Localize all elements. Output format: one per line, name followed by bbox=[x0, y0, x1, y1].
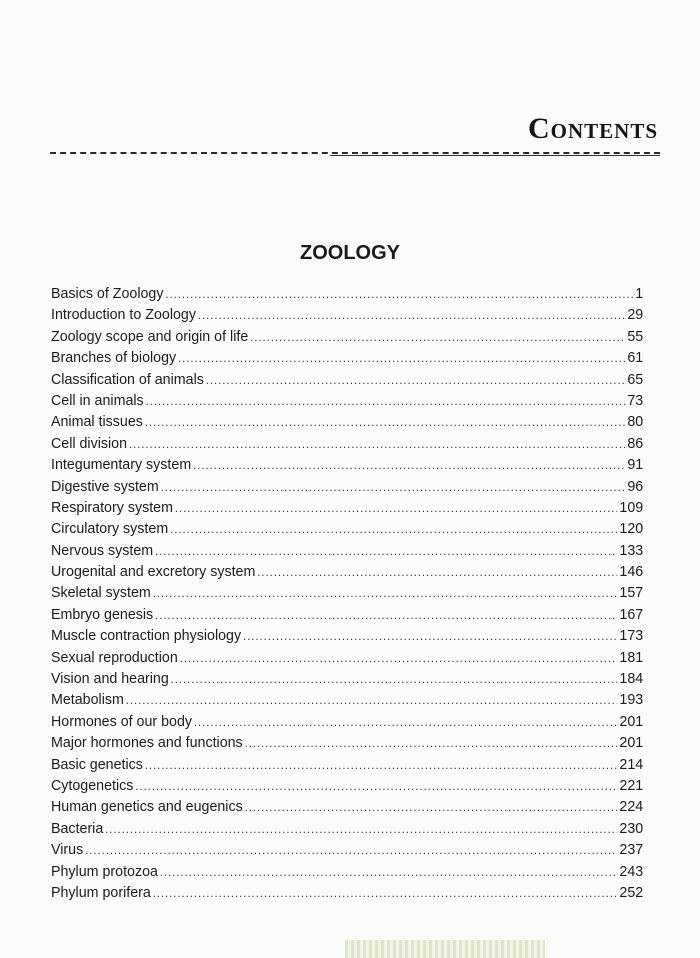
toc-entry-title: Respiratory system bbox=[51, 498, 173, 516]
toc-entry-title: Basic genetics bbox=[51, 755, 143, 773]
toc-entry-title: Vision and hearing bbox=[51, 670, 169, 688]
title-divider bbox=[50, 152, 660, 154]
page-title: Contents bbox=[527, 112, 658, 145]
toc-page-number: 120 bbox=[619, 520, 644, 538]
dot-leader bbox=[146, 391, 626, 412]
toc-page-number: 65 bbox=[627, 370, 644, 388]
scan-artifact bbox=[345, 940, 545, 958]
toc-page-number: 224 bbox=[619, 798, 644, 816]
toc-entry-title: Hormones of our body bbox=[51, 712, 193, 730]
dot-leader bbox=[180, 648, 618, 669]
dot-leader bbox=[193, 455, 625, 476]
dot-leader bbox=[206, 370, 626, 391]
toc-entry bbox=[51, 839, 643, 860]
toc-entry-title: Nervous system bbox=[51, 541, 154, 559]
toc-page-number: 80 bbox=[627, 413, 644, 431]
toc-page-number: 109 bbox=[619, 498, 644, 516]
toc-entry-title: Muscle contraction physiology bbox=[51, 627, 242, 645]
toc-page-number: 173 bbox=[619, 627, 644, 645]
toc-entry bbox=[51, 711, 643, 732]
dot-leader bbox=[257, 562, 617, 583]
toc-entry bbox=[51, 625, 643, 646]
dot-leader bbox=[175, 498, 618, 519]
toc-page-number: 73 bbox=[627, 391, 644, 409]
dot-leader bbox=[245, 797, 618, 818]
dot-leader bbox=[155, 541, 617, 562]
toc-entry bbox=[51, 411, 643, 432]
toc-page-number: 55 bbox=[627, 327, 644, 345]
toc-page-number: 1 bbox=[635, 285, 644, 302]
toc-page-number: 243 bbox=[619, 862, 644, 880]
toc-entry-title: Bacteria bbox=[51, 819, 104, 837]
toc-page-number: 133 bbox=[619, 541, 644, 559]
dot-leader bbox=[161, 477, 626, 498]
toc-entry bbox=[51, 304, 643, 325]
toc-entry-title: Integumentary system bbox=[51, 456, 192, 474]
dot-leader bbox=[145, 412, 626, 433]
toc-entry bbox=[51, 796, 643, 817]
toc-entry-title: Digestive system bbox=[51, 477, 159, 495]
toc-page-number: 252 bbox=[619, 883, 644, 901]
toc-page-number: 230 bbox=[619, 819, 644, 837]
dot-leader bbox=[178, 348, 625, 369]
toc-page-number: 146 bbox=[619, 563, 644, 581]
toc-page-number: 157 bbox=[619, 584, 644, 602]
toc-page-number: 201 bbox=[619, 734, 644, 752]
toc-entry bbox=[51, 326, 643, 347]
toc-entry bbox=[51, 882, 643, 903]
dot-leader bbox=[129, 434, 626, 455]
toc-entry-title: Virus bbox=[51, 841, 84, 859]
toc-entry-title: Classification of animals bbox=[51, 370, 204, 388]
toc-entry bbox=[51, 732, 643, 753]
toc-page-number: 184 bbox=[619, 670, 644, 688]
toc-page-number: 29 bbox=[627, 306, 644, 324]
toc-entry-title: Human genetics and eugenics bbox=[51, 798, 243, 816]
toc-entry bbox=[51, 454, 643, 475]
toc-page-number: 167 bbox=[619, 605, 644, 623]
toc-entry bbox=[51, 775, 643, 796]
toc-entry bbox=[51, 476, 643, 497]
dot-leader bbox=[160, 862, 618, 883]
toc-entry bbox=[51, 347, 643, 368]
dot-leader bbox=[198, 305, 626, 326]
toc-entry-title: Major hormones and functions bbox=[51, 734, 243, 752]
toc-page-number: 61 bbox=[627, 349, 644, 367]
toc-entry bbox=[51, 369, 643, 390]
toc-entry bbox=[51, 689, 643, 710]
dot-leader bbox=[243, 626, 618, 647]
dot-leader bbox=[165, 284, 633, 305]
toc-entry-title: Phylum porifera bbox=[51, 883, 151, 901]
dot-leader bbox=[250, 327, 625, 348]
toc-entry bbox=[51, 582, 643, 603]
toc-entry bbox=[51, 433, 643, 454]
dot-leader bbox=[135, 776, 617, 797]
toc-entry bbox=[51, 647, 643, 668]
toc-entry-title: Skeletal system bbox=[51, 584, 151, 602]
toc-entry-title: Branches of biology bbox=[51, 349, 177, 367]
table-of-contents bbox=[51, 283, 643, 903]
toc-page-number: 96 bbox=[627, 477, 644, 495]
toc-entry bbox=[51, 561, 643, 582]
toc-entry bbox=[51, 497, 643, 518]
dot-leader bbox=[153, 583, 618, 604]
toc-entry bbox=[51, 754, 643, 775]
toc-page-number: 221 bbox=[619, 776, 644, 794]
toc-page-number: 237 bbox=[619, 841, 644, 859]
dot-leader bbox=[85, 840, 617, 861]
toc-entry-title: Circulatory system bbox=[51, 520, 169, 538]
toc-entry bbox=[51, 668, 643, 689]
toc-entry-title: Cell division bbox=[51, 434, 128, 452]
toc-entry bbox=[51, 283, 643, 304]
dot-leader bbox=[194, 712, 618, 733]
toc-entry bbox=[51, 604, 643, 625]
toc-entry-title: Introduction to Zoology bbox=[51, 306, 196, 324]
toc-entry-title: Cell in animals bbox=[51, 391, 144, 409]
toc-entry-title: Metabolism bbox=[51, 691, 124, 709]
toc-page-number: 86 bbox=[627, 434, 644, 452]
toc-entry bbox=[51, 390, 643, 411]
toc-entry-title: Cytogenetics bbox=[51, 776, 134, 794]
dot-leader bbox=[126, 690, 618, 711]
toc-entry bbox=[51, 818, 643, 839]
toc-entry-title: Urogenital and excretory system bbox=[51, 563, 256, 581]
toc-page-number: 193 bbox=[619, 691, 644, 709]
toc-entry bbox=[51, 861, 643, 882]
toc-entry-title: Sexual reproduction bbox=[51, 648, 178, 666]
toc-entry-title: Embryo genesis bbox=[51, 605, 154, 623]
dot-leader bbox=[153, 883, 618, 904]
dot-leader bbox=[170, 519, 617, 540]
toc-entry-title: Animal tissues bbox=[51, 413, 143, 431]
toc-page-number: 181 bbox=[619, 648, 644, 666]
dot-leader bbox=[105, 819, 617, 840]
dot-leader bbox=[145, 755, 618, 776]
toc-entry-title: Phylum protozoa bbox=[51, 862, 158, 880]
toc-entry bbox=[51, 540, 643, 561]
toc-entry bbox=[51, 518, 643, 539]
toc-page-number: 201 bbox=[619, 712, 644, 730]
toc-entry-title: Basics of Zoology bbox=[51, 285, 164, 302]
toc-entry-title: Zoology scope and origin of life bbox=[51, 327, 249, 345]
toc-page-number: 91 bbox=[627, 456, 644, 474]
dot-leader bbox=[171, 669, 618, 690]
dot-leader bbox=[245, 733, 618, 754]
toc-page-number: 214 bbox=[619, 755, 644, 773]
dot-leader bbox=[155, 605, 617, 626]
section-heading: ZOOLOGY bbox=[300, 242, 400, 264]
